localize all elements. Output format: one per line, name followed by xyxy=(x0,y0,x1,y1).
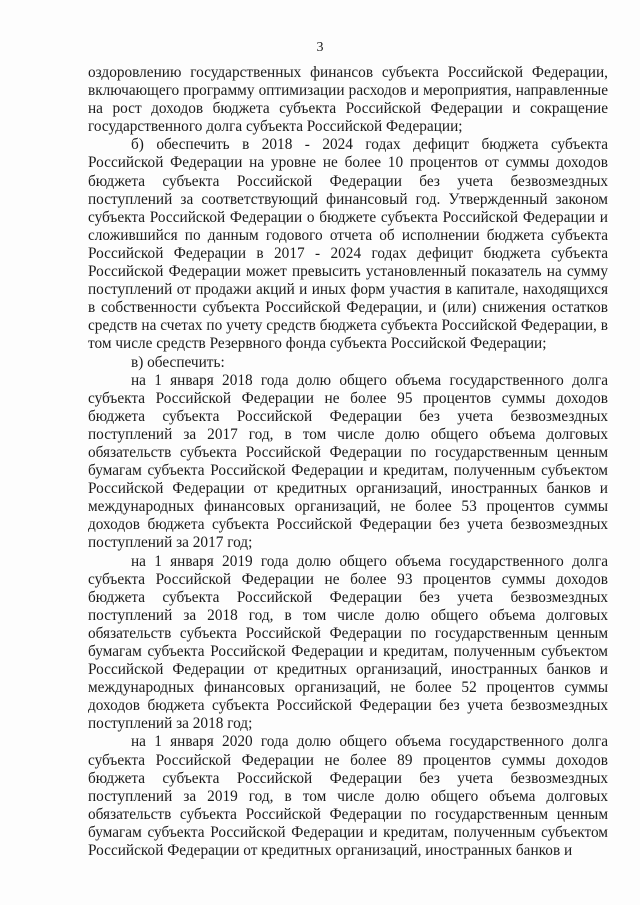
paragraph-item-v: в) обеспечить: xyxy=(131,353,225,371)
page-number: 3 xyxy=(316,40,324,55)
paragraph-item-b: б) обеспечить в 2018 - 2024 годах дефицит бюджета субъекта Российской Федерации на уровне не более 10 процентов от суммы доходов бюджета субъекта Российской Федерации без учета безвозмездных поступлений за соответствующий финансовый год. Утвержденный законом субъекта Российской Федерации о бюджете субъекта Российской Федерации и сложившийся по данным годового отчета об исполнении бюджета субъекта Российской Федерации в 2017 - 2024 годах дефицит бюджета субъекта Российской Федерации может превысить установленный показатель на сумму поступлений от продажи акций и иных форм участия в капитале, находящихся в собственности субъекта Российской Федерации, и (или) снижения остатков средств на счетах по учету средств бюджета субъекта Российской Федерации, в том числе средств Резервного фонда субъекта Российской Федерации; xyxy=(88,136,608,353)
paragraph-2018: на 1 января 2018 года долю общего объема государственного долга субъекта Российской Федерации не более 95 процентов суммы доходов бюджета субъекта Российской Федерации без учета безвозмездных поступлений за 2017 год, в том числе долю общего объема долговых обязательств субъекта Российской Федерации по государственным ценным бумагам субъекта Российской Федерации и кредитам, полученным субъектом Российской Федерации от кредитных организаций, иностранных банков и международных финансовых организаций, не более 53 процентов суммы доходов бюджета субъекта Российской Федерации без учета безвозмездных поступлений за 2017 год; xyxy=(88,371,608,552)
paragraph-2020: на 1 января 2020 года долю общего объема государственного долга субъекта Российской Федерации не более 89 процентов суммы доходов бюджета субъекта Российской Федерации без учета безвозмездных поступлений за 2019 год, в том числе долю общего объема долговых обязательств субъекта Российской Федерации по государственным ценным бумагам субъекта Российской Федерации и кредитам, полученным субъектом Российской Федерации от кредитных организаций, иностранных банков и xyxy=(88,733,608,860)
document-body xyxy=(88,64,608,860)
paragraph-2019: на 1 января 2019 года долю общего объема государственного долга субъекта Российской Федерации не более 93 процентов суммы доходов бюджета субъекта Российской Федерации без учета безвозмездных поступлений за 2018 год, в том числе долю общего объема долговых обязательств субъекта Российской Федерации по государственным ценным бумагам субъекта Российской Федерации и кредитам, полученным субъектом Российской Федерации от кредитных организаций, иностранных банков и международных финансовых организаций, не более 52 процентов суммы доходов бюджета субъекта Российской Федерации без учета безвозмездных поступлений за 2018 год; xyxy=(88,552,608,733)
paragraph-continuation: оздоровлению государственных финансов субъекта Российской Федерации, включающего программу оптимизации расходов и мероприятия, направленные на рост доходов бюджета субъекта Российской Федерации и сокращение государственного долга субъекта Российской Федерации; xyxy=(88,64,608,136)
